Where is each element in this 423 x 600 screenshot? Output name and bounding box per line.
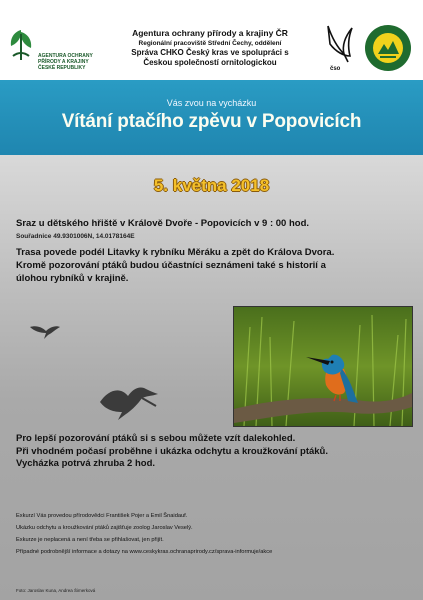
header — [0, 0, 423, 80]
agency-department: Regionální pracoviště Střední Čechy, oddělení — [138, 40, 282, 47]
cesky-kras-logo — [364, 24, 412, 72]
route-description — [16, 246, 414, 285]
route-line: úlohou rybníků v krajině. — [16, 273, 129, 284]
info-link: Případné podrobnější informace a dotazy na www.ceskykras.ochranaprirody.cz/sprava-informuje/akce — [16, 549, 273, 555]
kingfisher-photo — [233, 306, 413, 427]
kingfisher-image — [234, 307, 412, 426]
route-line: Trasa povede podél Litavky k rybníku Měráku a zpět do Králova Dvora. — [16, 247, 335, 258]
heron-silhouette-large — [98, 382, 160, 422]
info-line: Při vhodném počasí proběhne i ukázka odchytu a kroužkování ptáků. — [16, 445, 328, 457]
aopk-logo-text: AGENTURA OCHRANY PŘÍRODY A KRAJINY ČESKÉ REPUBLIKY — [38, 53, 93, 71]
aopk-logo — [8, 26, 93, 76]
organizer-line: Správa CHKO Český kras ve spolupráci s — [131, 48, 289, 57]
event-title: Vítání ptačího zpěvu v Popovicích — [61, 111, 362, 132]
cso-label: čso — [330, 66, 341, 72]
bird-silhouette-icon — [322, 24, 358, 64]
organizer-text — [110, 28, 310, 68]
photo-credit: Foto: Jaroslav Kuna, Andrea Šimerková — [16, 588, 96, 593]
cesky-kras-emblem-icon — [364, 24, 412, 72]
meeting-point: Sraz u dětského hřiště v Králově Dvoře - Popovicích v 9 : 00 hod. — [16, 218, 310, 229]
organizer-partner: Českou společností ornitologickou — [143, 58, 277, 67]
coordinates: Souřadnice 49.9301006N, 14.0178164E — [16, 233, 135, 240]
heron-silhouette-small — [28, 321, 62, 341]
event-date: 5. května 2018 — [153, 176, 270, 195]
free-entry-note: Exkurze je neplacená a není třeba se přihlašovat, jen přijít. — [16, 537, 164, 543]
aopk-leaf-icon — [8, 26, 34, 66]
agency-name: Agentura ochrany přírody a krajiny ČR — [132, 28, 288, 38]
ringing-note: Ukázku odchytu a kroužkování ptáků zajišťuje zoolog Jaroslav Veselý. — [16, 525, 193, 531]
info-line: Pro lepší pozorování ptáků si s sebou můžete vzít dalekohled. — [16, 433, 296, 444]
guide-note: Exkurzí Vás provedou přírodovědci František Pojer a Emil Šnaidauf. — [16, 513, 188, 519]
invitation-text: Vás zvou na vycházku — [166, 98, 257, 108]
bottom-info — [16, 433, 416, 471]
route-line: Kromě pozorování ptáků budou účastníci seznámeni také s historií a — [16, 260, 326, 271]
info-line: Vycházka potrvá zhruba 2 hod. — [16, 458, 156, 469]
